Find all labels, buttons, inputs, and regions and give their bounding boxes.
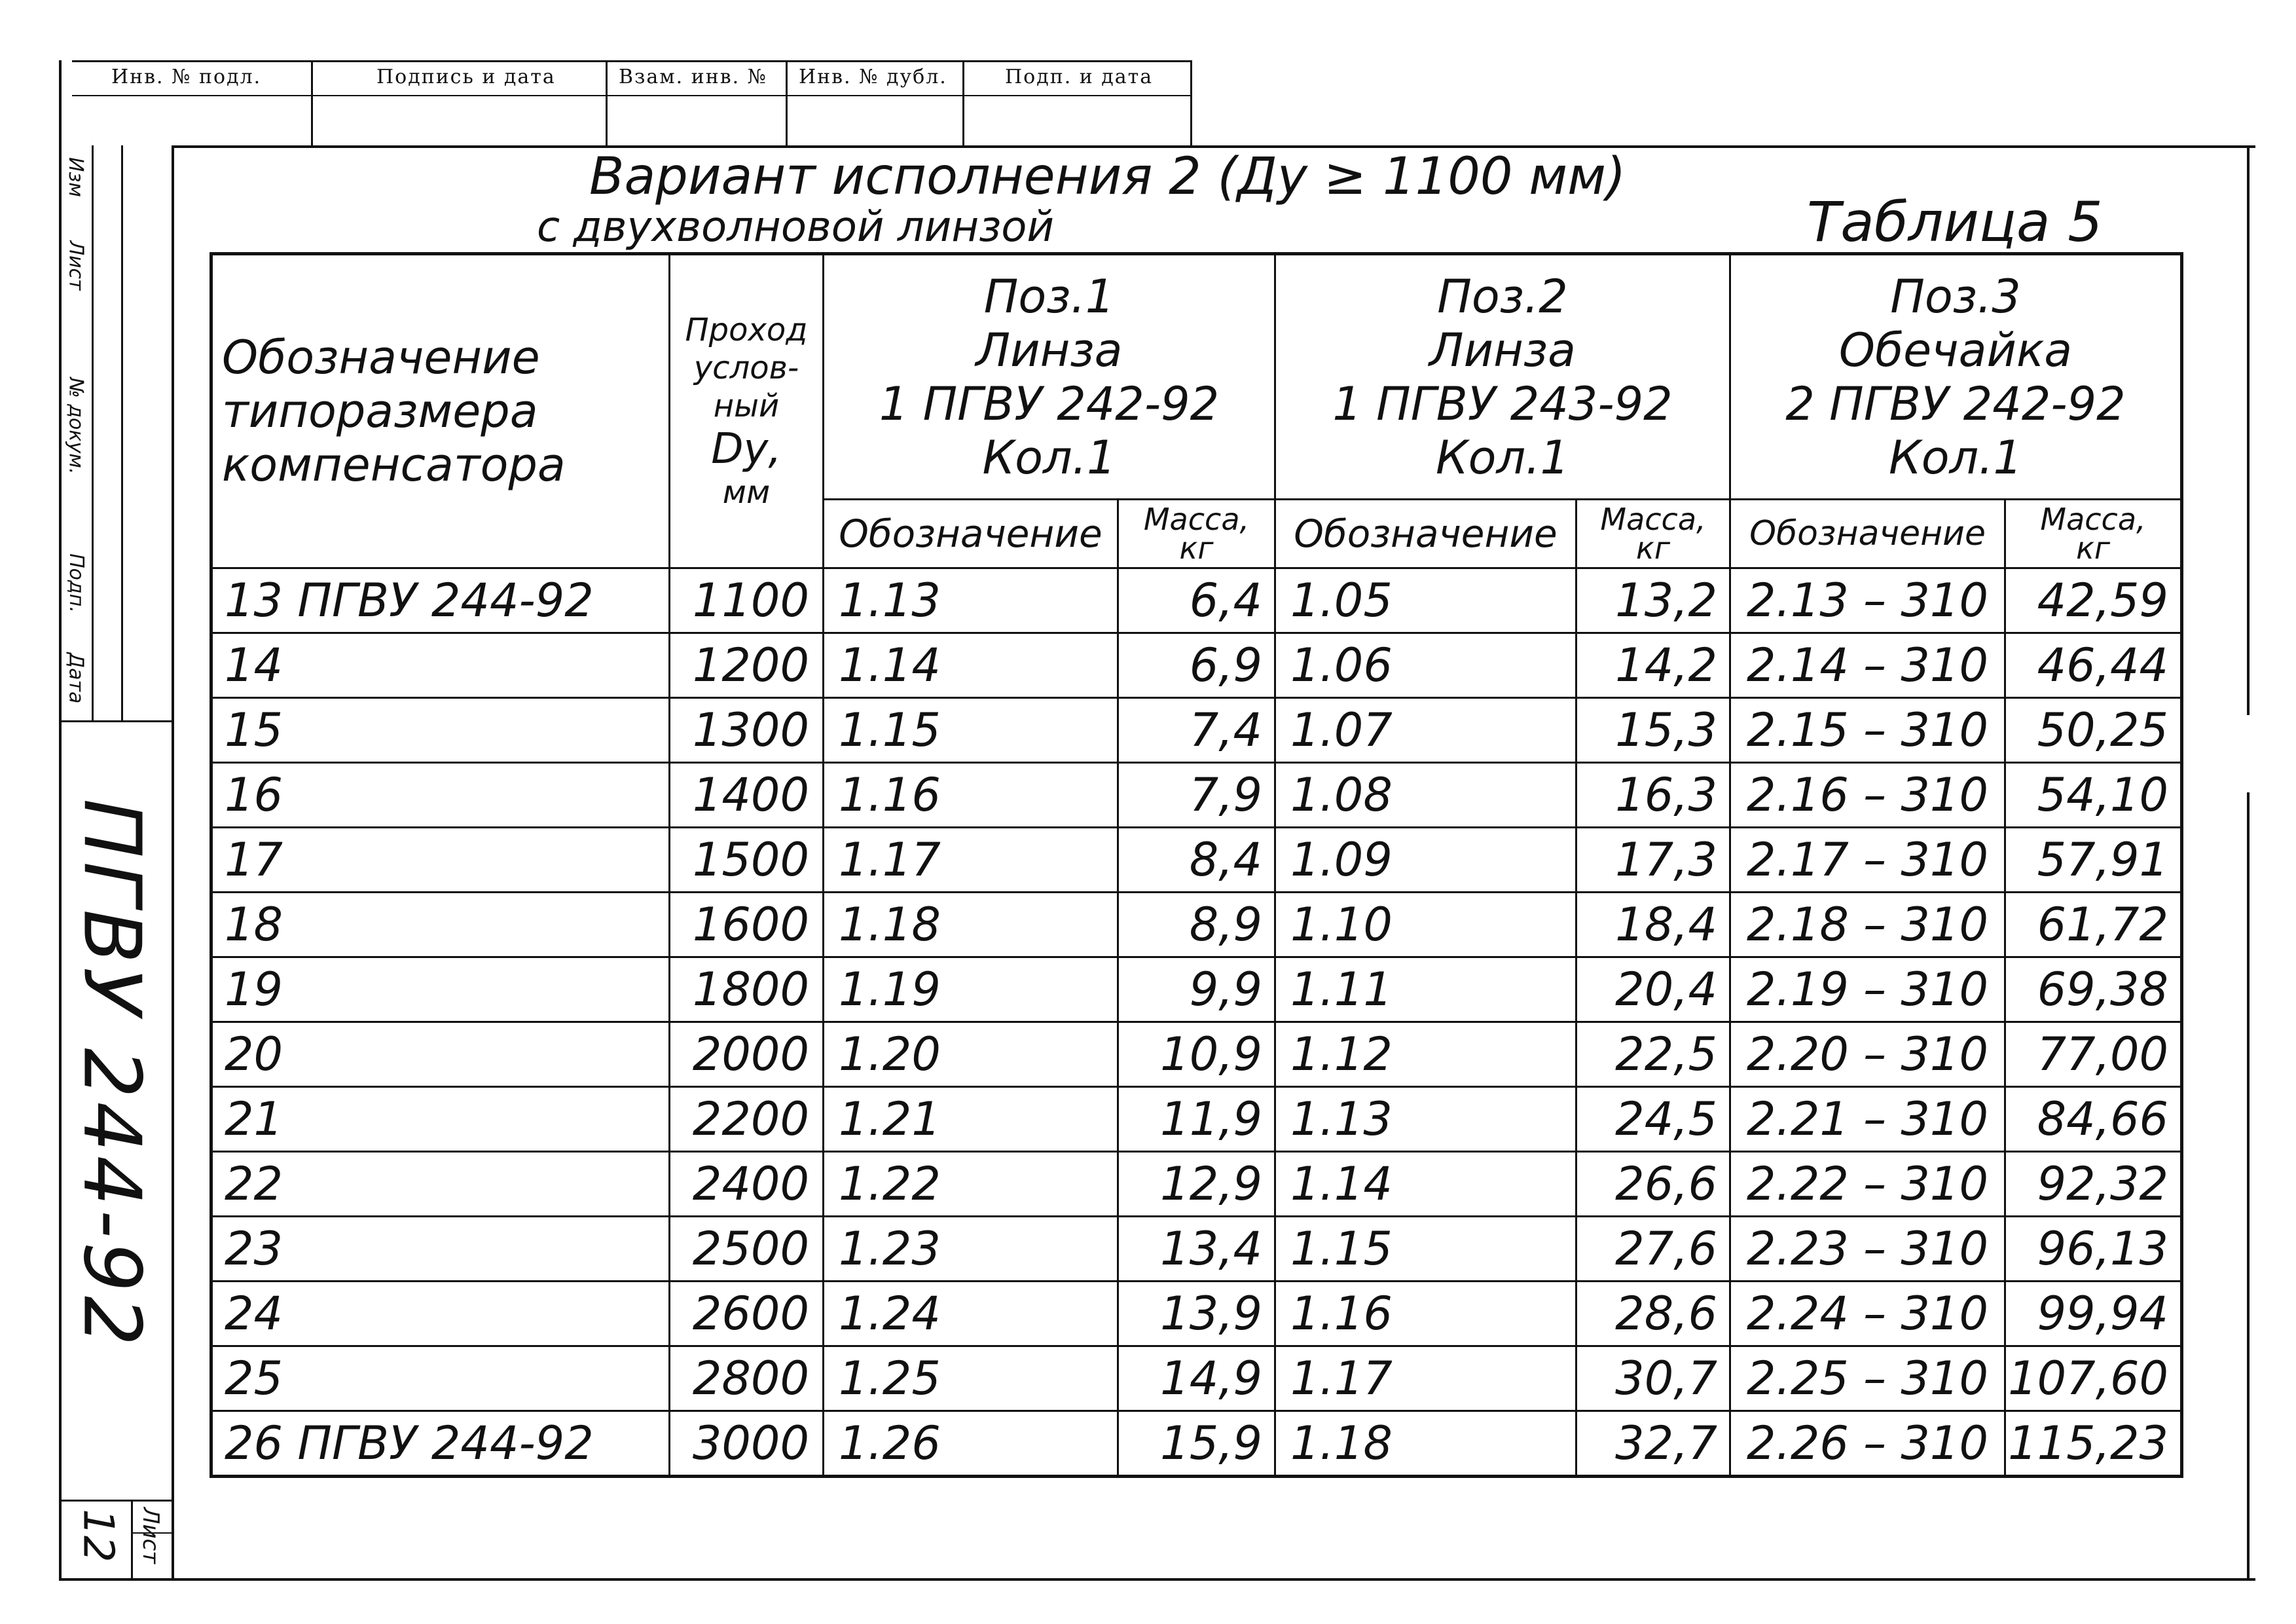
cell-passage: 2500 (670, 1217, 824, 1282)
stamp-podpis-data: Подпись и дата (376, 65, 556, 88)
cell-pos3-designation: 2.16 – 310 (1730, 763, 2005, 828)
cell-pos1-mass: 12,9 (1118, 1152, 1275, 1217)
cell-pos3-mass: 115,23 (2005, 1411, 2182, 1477)
stamp-top-underline (72, 95, 1192, 96)
subheader-designation-3: Обозначение (1730, 500, 2005, 568)
cell-pos3-designation: 2.19 – 310 (1730, 957, 2005, 1022)
cell-passage: 1200 (670, 633, 824, 698)
cell-designation: 15 (211, 698, 670, 763)
stamp-podp: Подп. (64, 553, 88, 613)
cell-designation: 26 ПГВУ 244-92 (211, 1411, 670, 1477)
cell-pos2-mass: 18,4 (1576, 893, 1730, 957)
cell-pos2-designation: 1.17 (1275, 1346, 1576, 1411)
cell-pos3-mass: 42,59 (2005, 568, 2182, 633)
cell-pos1-mass: 10,9 (1118, 1022, 1275, 1087)
table-row (211, 698, 2182, 763)
cell-pos3-designation: 2.25 – 310 (1730, 1346, 2005, 1411)
table-row (211, 1346, 2182, 1411)
stamp-izm: Изм (64, 157, 88, 197)
cell-pos2-mass: 17,3 (1576, 828, 1730, 893)
cell-pos3-mass: 107,60 (2005, 1346, 2182, 1411)
cell-pos1-mass: 14,9 (1118, 1346, 1275, 1411)
cell-pos1-designation: 1.22 (824, 1152, 1118, 1217)
cell-pos3-designation: 2.18 – 310 (1730, 893, 2005, 957)
cell-pos2-designation: 1.18 (1275, 1411, 1576, 1477)
cell-pos1-mass: 8,9 (1118, 893, 1275, 957)
stamp-data: Дата (64, 652, 88, 703)
header-pos3: Поз.3 Обечайка 2 ПГВУ 242-92 Кол.1 (1730, 254, 2182, 500)
specification-table (210, 252, 2183, 1478)
cell-designation: 16 (211, 763, 670, 828)
cell-pos3-designation: 2.24 – 310 (1730, 1282, 2005, 1346)
subheader-designation-1: Обозначение (824, 500, 1118, 568)
table-row (211, 568, 2182, 633)
table-row (211, 1022, 2182, 1087)
stamp-list: Лист (64, 240, 88, 291)
cell-pos3-designation: 2.20 – 310 (1730, 1022, 2005, 1087)
table-row (211, 893, 2182, 957)
cell-pos1-mass: 13,4 (1118, 1217, 1275, 1282)
cell-pos1-designation: 1.18 (824, 893, 1118, 957)
cell-pos3-designation: 2.21 – 310 (1730, 1087, 2005, 1152)
stamp-top-div3 (786, 60, 788, 145)
cell-pos1-designation: 1.25 (824, 1346, 1118, 1411)
document-number: ПГВУ 244-92 (65, 798, 157, 1350)
cell-pos2-mass: 26,6 (1576, 1152, 1730, 1217)
cell-pos1-mass: 11,9 (1118, 1087, 1275, 1152)
cell-pos2-designation: 1.12 (1275, 1022, 1576, 1087)
header-pos1: Поз.1 Линза 1 ПГВУ 242-92 Кол.1 (824, 254, 1275, 500)
stamp-podp-data: Подп. и дата (1005, 65, 1154, 88)
cell-pos2-mass: 24,5 (1576, 1087, 1730, 1152)
sheet-box-div (131, 1500, 133, 1578)
subheader-designation-2: Обозначение (1275, 500, 1576, 568)
sheet-label: Лист (137, 1507, 164, 1564)
cell-pos1-designation: 1.20 (824, 1022, 1118, 1087)
cell-pos3-mass: 96,13 (2005, 1217, 2182, 1282)
cell-pos3-mass: 50,25 (2005, 698, 2182, 763)
cell-pos3-mass: 57,91 (2005, 828, 2182, 893)
cell-pos2-designation: 1.14 (1275, 1152, 1576, 1217)
cell-pos3-designation: 2.22 – 310 (1730, 1152, 2005, 1217)
stamp-inv-podl: Инв. № подл. (111, 65, 262, 88)
cell-passage: 3000 (670, 1411, 824, 1477)
cell-pos1-mass: 15,9 (1118, 1411, 1275, 1477)
cell-passage: 1400 (670, 763, 824, 828)
cell-pos2-designation: 1.13 (1275, 1087, 1576, 1152)
cell-pos1-designation: 1.21 (824, 1087, 1118, 1152)
table-row (211, 633, 2182, 698)
page-subtitle: с двухволновой линзой (537, 203, 1054, 251)
cell-pos2-designation: 1.09 (1275, 828, 1576, 893)
page-title: Вариант исполнения 2 (Ду ≥ 1100 мм) (589, 147, 1626, 206)
stamp-top-line (72, 60, 1192, 62)
table-row (211, 1411, 2182, 1477)
cell-pos3-designation: 2.15 – 310 (1730, 698, 2005, 763)
header-passage: Проход услов- ный Dу, мм (670, 254, 824, 568)
table-row (211, 1087, 2182, 1152)
cell-pos2-designation: 1.06 (1275, 633, 1576, 698)
cell-passage: 1500 (670, 828, 824, 893)
cell-passage: 2200 (670, 1087, 824, 1152)
cell-passage: 1300 (670, 698, 824, 763)
cell-passage: 2400 (670, 1152, 824, 1217)
cell-pos1-mass: 8,4 (1118, 828, 1275, 893)
stamp-top-div2 (606, 60, 608, 145)
table-row (211, 763, 2182, 828)
subheader-mass-3: Масса, кг (2005, 500, 2182, 568)
table-row (211, 1217, 2182, 1282)
stamp-left-col2 (121, 145, 123, 722)
cell-pos2-designation: 1.15 (1275, 1217, 1576, 1282)
cell-pos1-mass: 7,4 (1118, 698, 1275, 763)
cell-pos2-mass: 30,7 (1576, 1346, 1730, 1411)
cell-passage: 2000 (670, 1022, 824, 1087)
table-row (211, 957, 2182, 1022)
cell-pos1-mass: 6,4 (1118, 568, 1275, 633)
cell-pos2-mass: 14,2 (1576, 633, 1730, 698)
cell-pos1-designation: 1.24 (824, 1282, 1118, 1346)
frame-right (2247, 145, 2250, 715)
cell-pos2-mass: 13,2 (1576, 568, 1730, 633)
subheader-mass-1: Масса, кг (1118, 500, 1275, 568)
cell-designation: 24 (211, 1282, 670, 1346)
cell-passage: 1800 (670, 957, 824, 1022)
cell-pos1-designation: 1.13 (824, 568, 1118, 633)
cell-pos3-designation: 2.23 – 310 (1730, 1217, 2005, 1282)
cell-pos1-mass: 13,9 (1118, 1282, 1275, 1346)
cell-pos1-designation: 1.14 (824, 633, 1118, 698)
cell-pos3-designation: 2.17 – 310 (1730, 828, 2005, 893)
cell-pos2-designation: 1.07 (1275, 698, 1576, 763)
cell-pos2-designation: 1.11 (1275, 957, 1576, 1022)
cell-pos2-mass: 28,6 (1576, 1282, 1730, 1346)
cell-pos2-designation: 1.10 (1275, 893, 1576, 957)
cell-designation: 23 (211, 1217, 670, 1282)
cell-designation: 17 (211, 828, 670, 893)
cell-pos3-designation: 2.13 – 310 (1730, 568, 2005, 633)
cell-pos2-mass: 32,7 (1576, 1411, 1730, 1477)
header-designation: Обозначение типоразмера компенсатора (211, 254, 670, 568)
cell-pos2-designation: 1.05 (1275, 568, 1576, 633)
stamp-vzam-inv: Взам. инв. № (619, 65, 768, 88)
stamp-n-dokum: № докум. (64, 377, 88, 474)
cell-pos3-mass: 84,66 (2005, 1087, 2182, 1152)
cell-pos2-mass: 20,4 (1576, 957, 1730, 1022)
cell-passage: 2800 (670, 1346, 824, 1411)
cell-pos3-designation: 2.26 – 310 (1730, 1411, 2005, 1477)
cell-pos2-mass: 22,5 (1576, 1022, 1730, 1087)
stamp-top-div1 (311, 60, 313, 145)
cell-designation: 14 (211, 633, 670, 698)
cell-pos2-mass: 16,3 (1576, 763, 1730, 828)
cell-designation: 19 (211, 957, 670, 1022)
cell-designation: 22 (211, 1152, 670, 1217)
cell-pos3-mass: 99,94 (2005, 1282, 2182, 1346)
frame-left-inner (172, 145, 174, 1579)
cell-designation: 13 ПГВУ 244-92 (211, 568, 670, 633)
cell-pos3-mass: 69,38 (2005, 957, 2182, 1022)
cell-pos1-mass: 9,9 (1118, 957, 1275, 1022)
subheader-mass-2: Масса, кг (1576, 500, 1730, 568)
cell-designation: 18 (211, 893, 670, 957)
sheet-number: 12 (74, 1509, 122, 1562)
stamp-left-bottom (59, 720, 173, 722)
cell-passage: 2600 (670, 1282, 824, 1346)
table-row (211, 1152, 2182, 1217)
cell-pos1-designation: 1.17 (824, 828, 1118, 893)
cell-pos1-mass: 6,9 (1118, 633, 1275, 698)
frame-right-lower (2247, 792, 2250, 1578)
table-number: Таблица 5 (1807, 190, 2103, 254)
cell-pos1-designation: 1.19 (824, 957, 1118, 1022)
cell-pos3-designation: 2.14 – 310 (1730, 633, 2005, 698)
cell-passage: 1100 (670, 568, 824, 633)
table-row (211, 1282, 2182, 1346)
cell-designation: 20 (211, 1022, 670, 1087)
cell-pos2-mass: 27,6 (1576, 1217, 1730, 1282)
cell-pos3-mass: 92,32 (2005, 1152, 2182, 1217)
cell-pos3-mass: 61,72 (2005, 893, 2182, 957)
header-pos2: Поз.2 Линза 1 ПГВУ 243-92 Кол.1 (1275, 254, 1730, 500)
cell-pos3-mass: 54,10 (2005, 763, 2182, 828)
cell-pos1-designation: 1.15 (824, 698, 1118, 763)
cell-pos1-mass: 7,9 (1118, 763, 1275, 828)
cell-pos2-designation: 1.16 (1275, 1282, 1576, 1346)
cell-pos3-mass: 46,44 (2005, 633, 2182, 698)
stamp-top-div5 (1190, 60, 1192, 145)
stamp-inv-dubl: Инв. № дубл. (799, 65, 947, 88)
cell-pos3-mass: 77,00 (2005, 1022, 2182, 1087)
cell-designation: 25 (211, 1346, 670, 1411)
cell-pos2-designation: 1.08 (1275, 763, 1576, 828)
cell-passage: 1600 (670, 893, 824, 957)
frame-bottom (59, 1578, 2255, 1581)
table-row (211, 828, 2182, 893)
cell-pos1-designation: 1.16 (824, 763, 1118, 828)
cell-pos2-mass: 15,3 (1576, 698, 1730, 763)
cell-pos1-designation: 1.26 (824, 1411, 1118, 1477)
cell-pos1-designation: 1.23 (824, 1217, 1118, 1282)
cell-designation: 21 (211, 1087, 670, 1152)
stamp-top-div4 (962, 60, 964, 145)
